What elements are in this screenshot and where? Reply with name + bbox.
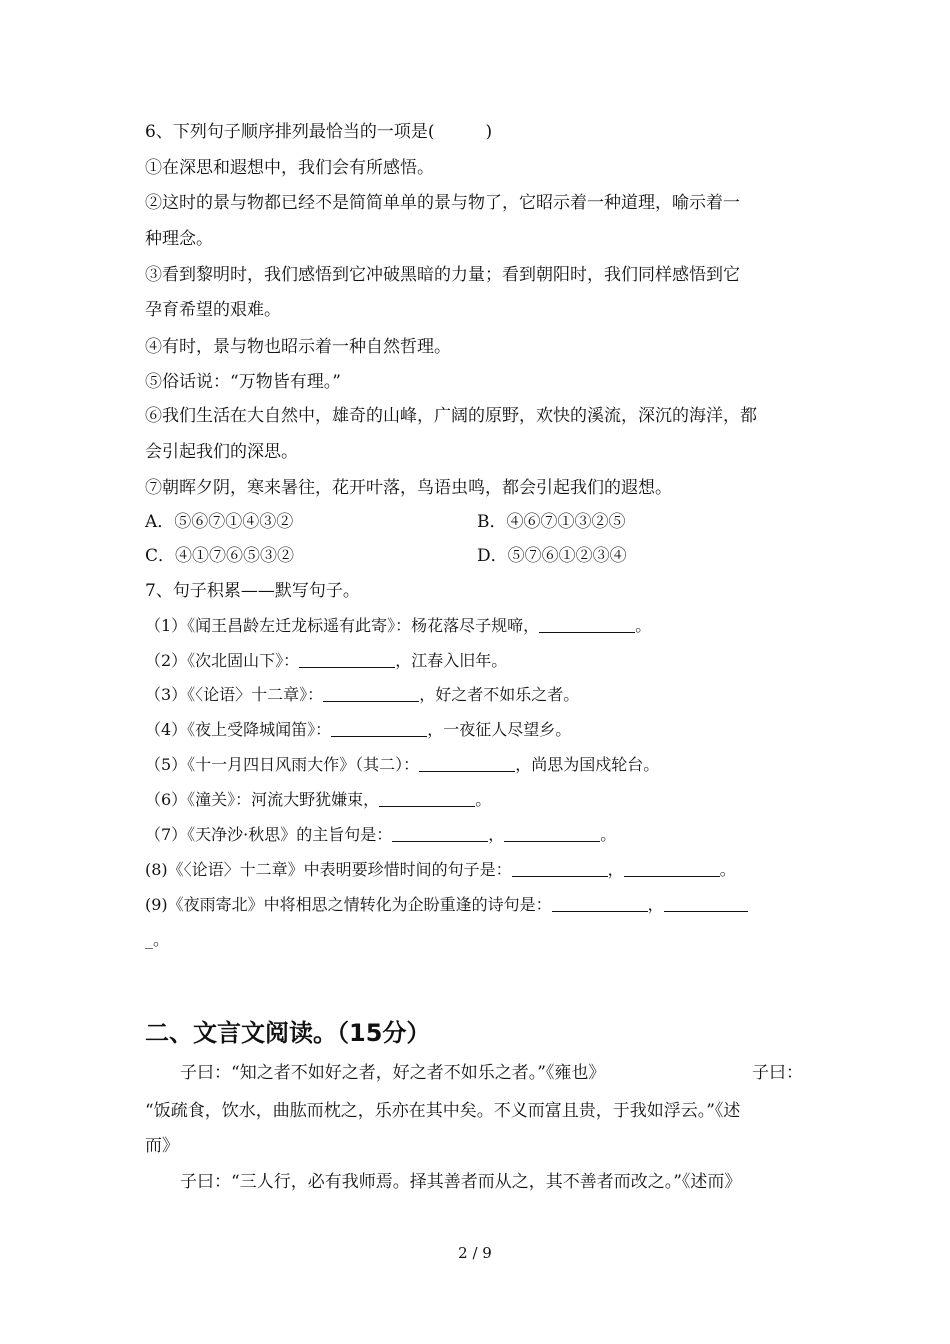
q7-item-5-text: （5）《十一月四日风雨大作》（其二）： — [145, 755, 420, 774]
q6-sentence-2b: 种理念。 — [145, 229, 213, 249]
q6-sentence-3b: 孕育希望的艰难。 — [145, 300, 281, 320]
q7-item-3 — [145, 684, 579, 706]
q6-option-b: B．④⑥⑦①③②⑤ — [477, 512, 626, 532]
q7-item-1 — [145, 615, 651, 637]
answer-blank[interactable] — [419, 755, 515, 772]
q7-item-5-end: ，尚思为国戍轮台。 — [515, 755, 660, 774]
q7-item-9-cont: _。 — [145, 930, 170, 949]
q7-item-4-text: （4）《夜上受降城闻笛》： — [145, 720, 332, 739]
q7-item-1-end: 。 — [635, 616, 652, 635]
answer-blank[interactable] — [624, 860, 720, 877]
q6-sentence-7: ⑦朝晖夕阴，寒来暑往，花开叶落，鸟语虫鸣，都会引起我们的遐想。 — [145, 478, 672, 498]
passage-2a: “饭疏食，饮水，曲肱而枕之，乐亦在其中矣。不义而富且贵，于我如浮云。”《述 — [145, 1101, 741, 1121]
passage-1b: 子曰： — [752, 1063, 803, 1083]
q6-sentence-2a: ②这时的景与物都已经不是简简单单的景与物了，它昭示着一种道理，喻示着一 — [145, 193, 740, 213]
q6-option-d: D．⑤⑦⑥①②③④ — [477, 546, 627, 566]
q7-item-4-end: ，一夜征人尽望乡。 — [427, 720, 572, 739]
q7-item-6-text: （6）《潼关》：河流大野犹嫌束， — [145, 790, 380, 809]
answer-blank[interactable] — [392, 825, 488, 842]
answer-blank[interactable] — [323, 685, 419, 702]
answer-blank[interactable] — [504, 825, 600, 842]
page-number: 2 / 9 — [458, 1244, 492, 1262]
q7-item-7-text: （7）《天净沙·秋思》的主旨句是： — [145, 825, 393, 844]
answer-blank[interactable] — [379, 790, 475, 807]
q7-item-9-text: (9)《夜雨寄北》中将相思之情转化为企盼重逢的诗句是： — [145, 895, 552, 914]
q7-item-5 — [145, 754, 659, 776]
q6-sentence-3a: ③看到黎明时，我们感悟到它冲破黑暗的力量；看到朝阳时，我们同样感悟到它 — [145, 265, 740, 285]
q6-sentence-1: ①在深思和遐想中，我们会有所感悟。 — [145, 158, 434, 178]
q6-sentence-6a: ⑥我们生活在大自然中，雄奇的山峰，广阔的原野，欢快的溪流，深沉的海洋，都 — [145, 406, 757, 426]
q6-stem: 6、下列句子顺序排列最恰当的一项是( ) — [145, 122, 493, 142]
answer-blank[interactable] — [331, 720, 427, 737]
q7-item-7-end: 。 — [600, 825, 617, 844]
q7-item-6 — [145, 789, 491, 811]
q6-option-c: C．④①⑦⑥⑤③② — [145, 546, 295, 566]
answer-blank[interactable] — [552, 895, 648, 912]
q6-option-a: A．⑤⑥⑦①④③② — [145, 512, 294, 532]
q7-item-8-text: (8)《〈论语〉十二章》中表明要珍惜时间的句子是： — [145, 860, 512, 879]
q7-item-6-end: 。 — [475, 790, 492, 809]
q7-item-9 — [145, 894, 748, 916]
q7-item-7 — [145, 824, 616, 846]
q7-item-2-text: （2）《次北固山下》： — [145, 651, 300, 670]
answer-blank[interactable] — [539, 616, 635, 633]
q6-sentence-4: ④有时，景与物也昭示着一种自然哲理。 — [145, 337, 451, 357]
q7-item-7-sep: ， — [488, 825, 505, 844]
passage-1a: 子曰：“知之者不如好之者，好之者不如乐之者。”《雍也》 — [180, 1063, 606, 1083]
q7-item-2-end: ，江春入旧年。 — [395, 651, 508, 670]
q7-item-2 — [145, 650, 507, 672]
q7-item-9-sep: ， — [647, 895, 664, 914]
q7-item-1-text: （1）《闻王昌龄左迁龙标遥有此寄》：杨花落尽子规啼， — [145, 616, 540, 635]
passage-2b: 而》 — [145, 1136, 179, 1156]
q7-item-3-end: ，好之者不如乐之者。 — [419, 685, 580, 704]
q7-item-8-sep: ， — [607, 860, 624, 879]
q6-sentence-6b: 会引起我们的深思。 — [145, 442, 298, 462]
answer-blank[interactable] — [512, 860, 608, 877]
answer-blank[interactable] — [299, 651, 395, 668]
q7-item-8 — [145, 859, 736, 881]
q6-sentence-5: ⑤俗话说：“万物皆有理。” — [145, 372, 341, 392]
q7-item-8-end: 。 — [719, 860, 736, 879]
q7-item-4 — [145, 719, 571, 741]
passage-3: 子曰：“三人行，必有我师焉。择其善者而从之，其不善者而改之。”《述而》 — [180, 1172, 742, 1192]
section-2-title: 二、文言文阅读。（15分） — [145, 1019, 431, 1047]
q7-item-3-text: （3）《〈论语〉十二章》： — [145, 685, 324, 704]
q7-stem: 7、句子积累——默写句子。 — [145, 581, 360, 601]
answer-blank[interactable] — [664, 895, 748, 912]
